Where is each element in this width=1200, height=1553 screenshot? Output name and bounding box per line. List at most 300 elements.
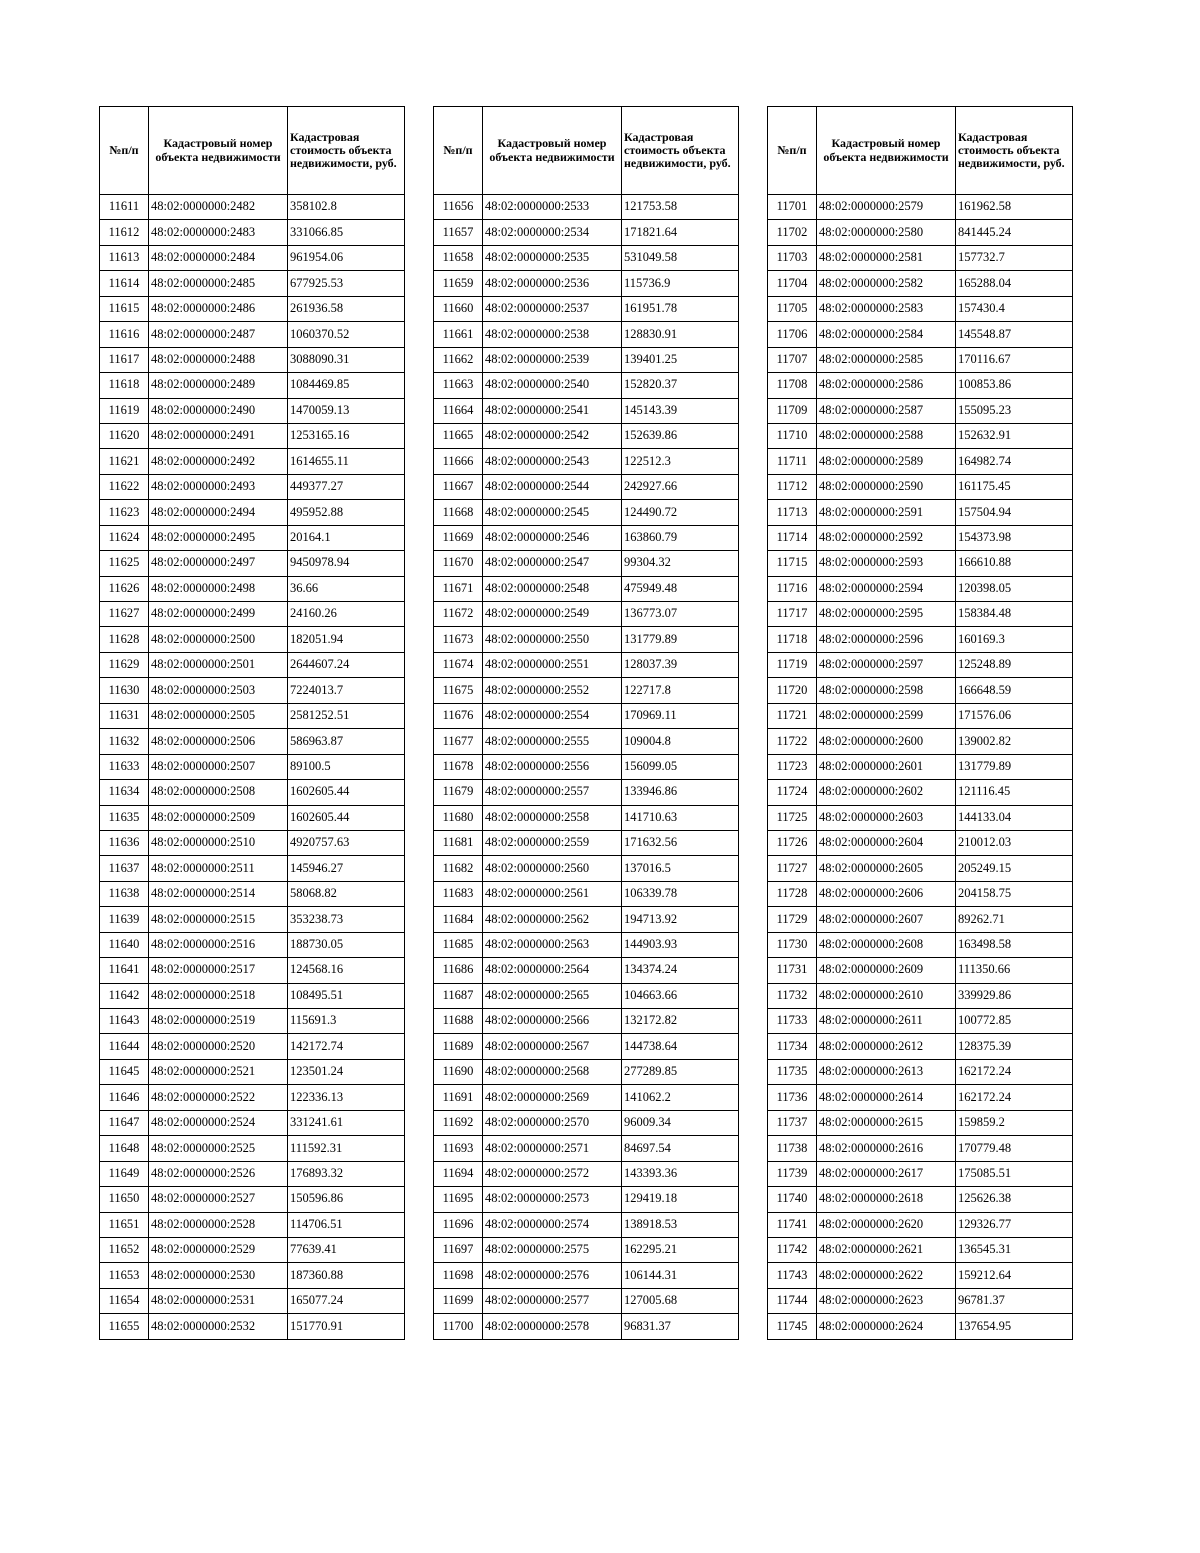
table-row (434, 602, 739, 627)
cadastral-value: 1602605.44 (288, 780, 405, 805)
row-number: 11650 (100, 1187, 149, 1212)
cadastral-number: 48:02:0000000:2484 (149, 245, 288, 270)
cadastral-value: 159859.2 (956, 1110, 1073, 1135)
row-number: 11739 (768, 1161, 817, 1186)
row-number: 11670 (434, 551, 483, 576)
table-row (100, 1288, 405, 1313)
table-row (100, 881, 405, 906)
table-row (434, 449, 739, 474)
cadastral-number: 48:02:0000000:2536 (483, 271, 622, 296)
cadastral-number: 48:02:0000000:2587 (817, 398, 956, 423)
table-row (434, 1237, 739, 1262)
row-number: 11699 (434, 1288, 483, 1313)
cadastral-value: 84697.54 (622, 1136, 739, 1161)
cadastral-number: 48:02:0000000:2611 (817, 1009, 956, 1034)
table-row (768, 678, 1073, 703)
table-row (434, 296, 739, 321)
row-number: 11617 (100, 347, 149, 372)
cadastral-number: 48:02:0000000:2530 (149, 1263, 288, 1288)
row-number: 11677 (434, 729, 483, 754)
cadastral-value: 187360.88 (288, 1263, 405, 1288)
table-row (434, 1110, 739, 1135)
row-number: 11676 (434, 703, 483, 728)
row-number: 11624 (100, 525, 149, 550)
row-number: 11730 (768, 932, 817, 957)
cadastral-value: 161175.45 (956, 474, 1073, 499)
table-row (434, 856, 739, 881)
cadastral-number: 48:02:0000000:2492 (149, 449, 288, 474)
row-number: 11621 (100, 449, 149, 474)
cadastral-value: 841445.24 (956, 220, 1073, 245)
cadastral-number: 48:02:0000000:2565 (483, 983, 622, 1008)
table-row (768, 1059, 1073, 1084)
cadastral-value: 145946.27 (288, 856, 405, 881)
cadastral-value: 124490.72 (622, 500, 739, 525)
cadastral-value: 152632.91 (956, 423, 1073, 448)
cadastral-value: 145143.39 (622, 398, 739, 423)
table-row (768, 271, 1073, 296)
cadastral-value: 170779.48 (956, 1136, 1073, 1161)
row-number: 11683 (434, 881, 483, 906)
cadastral-value: 331241.61 (288, 1110, 405, 1135)
table-row (434, 907, 739, 932)
cadastral-value: 165288.04 (956, 271, 1073, 296)
cadastral-value: 58068.82 (288, 881, 405, 906)
cadastral-value: 160169.3 (956, 627, 1073, 652)
cadastral-number: 48:02:0000000:2590 (817, 474, 956, 499)
table-row (434, 373, 739, 398)
cadastral-number: 48:02:0000000:2595 (817, 602, 956, 627)
table-row (434, 1059, 739, 1084)
row-number: 11729 (768, 907, 817, 932)
row-number: 11674 (434, 652, 483, 677)
row-number: 11725 (768, 805, 817, 830)
table-row (100, 780, 405, 805)
table-row (100, 220, 405, 245)
row-number: 11736 (768, 1085, 817, 1110)
row-number: 11660 (434, 296, 483, 321)
table-row (768, 373, 1073, 398)
cadastral-number: 48:02:0000000:2586 (817, 373, 956, 398)
row-number: 11664 (434, 398, 483, 423)
cadastral-value: 36.66 (288, 576, 405, 601)
cadastral-number: 48:02:0000000:2594 (817, 576, 956, 601)
row-number: 11713 (768, 500, 817, 525)
table-row (768, 474, 1073, 499)
table-row (100, 245, 405, 270)
header-cadastral-value: Кадастровая стоимость объекта недвижимости, руб. (956, 107, 1073, 195)
cadastral-value: 137654.95 (956, 1314, 1073, 1339)
row-number: 11656 (434, 195, 483, 220)
cadastral-value: 151770.91 (288, 1314, 405, 1339)
cadastral-value: 154373.98 (956, 525, 1073, 550)
cadastral-value: 176893.32 (288, 1161, 405, 1186)
cadastral-value: 358102.8 (288, 195, 405, 220)
table-row (100, 1263, 405, 1288)
row-number: 11626 (100, 576, 149, 601)
cadastral-number: 48:02:0000000:2577 (483, 1288, 622, 1313)
cadastral-value: 125626.38 (956, 1187, 1073, 1212)
table-row (768, 449, 1073, 474)
cadastral-number: 48:02:0000000:2573 (483, 1187, 622, 1212)
cadastral-number: 48:02:0000000:2535 (483, 245, 622, 270)
cadastral-table-2 (433, 106, 739, 1340)
cadastral-number: 48:02:0000000:2591 (817, 500, 956, 525)
cadastral-value: 24160.26 (288, 602, 405, 627)
row-number: 11652 (100, 1237, 149, 1262)
table-row (434, 576, 739, 601)
cadastral-value: 171576.06 (956, 703, 1073, 728)
row-number: 11688 (434, 1009, 483, 1034)
cadastral-number: 48:02:0000000:2533 (483, 195, 622, 220)
row-number: 11611 (100, 195, 149, 220)
row-number: 11696 (434, 1212, 483, 1237)
table-row (434, 729, 739, 754)
table-row (768, 907, 1073, 932)
cadastral-number: 48:02:0000000:2583 (817, 296, 956, 321)
row-number: 11654 (100, 1288, 149, 1313)
cadastral-number: 48:02:0000000:2549 (483, 602, 622, 627)
cadastral-value: 1084469.85 (288, 373, 405, 398)
cadastral-number: 48:02:0000000:2606 (817, 881, 956, 906)
cadastral-number: 48:02:0000000:2559 (483, 830, 622, 855)
row-number: 11667 (434, 474, 483, 499)
table-row (100, 830, 405, 855)
cadastral-value: 3088090.31 (288, 347, 405, 372)
row-number: 11711 (768, 449, 817, 474)
row-number: 11633 (100, 754, 149, 779)
row-number: 11655 (100, 1314, 149, 1339)
table-row (768, 1009, 1073, 1034)
table-row (434, 474, 739, 499)
cadastral-value: 129326.77 (956, 1212, 1073, 1237)
table-row (768, 1136, 1073, 1161)
cadastral-number: 48:02:0000000:2531 (149, 1288, 288, 1313)
cadastral-number: 48:02:0000000:2541 (483, 398, 622, 423)
cadastral-value: 163498.58 (956, 932, 1073, 957)
table-row (768, 245, 1073, 270)
table-row (434, 983, 739, 1008)
row-number: 11743 (768, 1263, 817, 1288)
row-number: 11673 (434, 627, 483, 652)
cadastral-number: 48:02:0000000:2620 (817, 1212, 956, 1237)
row-number: 11614 (100, 271, 149, 296)
row-number: 11662 (434, 347, 483, 372)
row-number: 11733 (768, 1009, 817, 1034)
row-number: 11704 (768, 271, 817, 296)
table-row (100, 907, 405, 932)
row-number: 11731 (768, 958, 817, 983)
cadastral-value: 205249.15 (956, 856, 1073, 881)
cadastral-number: 48:02:0000000:2599 (817, 703, 956, 728)
cadastral-value: 242927.66 (622, 474, 739, 499)
cadastral-number: 48:02:0000000:2623 (817, 1288, 956, 1313)
table-row (100, 373, 405, 398)
cadastral-value: 77639.41 (288, 1237, 405, 1262)
row-number: 11700 (434, 1314, 483, 1339)
cadastral-value: 166648.59 (956, 678, 1073, 703)
row-number: 11630 (100, 678, 149, 703)
cadastral-value: 157430.4 (956, 296, 1073, 321)
cadastral-value: 121753.58 (622, 195, 739, 220)
row-number: 11625 (100, 551, 149, 576)
table-row (434, 1009, 739, 1034)
cadastral-number: 48:02:0000000:2608 (817, 932, 956, 957)
cadastral-number: 48:02:0000000:2584 (817, 322, 956, 347)
cadastral-number: 48:02:0000000:2604 (817, 830, 956, 855)
header-number: №п/п (434, 107, 483, 195)
cadastral-number: 48:02:0000000:2543 (483, 449, 622, 474)
cadastral-number: 48:02:0000000:2602 (817, 780, 956, 805)
cadastral-number: 48:02:0000000:2564 (483, 958, 622, 983)
cadastral-number: 48:02:0000000:2532 (149, 1314, 288, 1339)
cadastral-table-3 (767, 106, 1073, 1340)
table-row (100, 754, 405, 779)
table-row (100, 1110, 405, 1135)
row-number: 11718 (768, 627, 817, 652)
row-number: 11741 (768, 1212, 817, 1237)
table-row (768, 1085, 1073, 1110)
cadastral-number: 48:02:0000000:2487 (149, 322, 288, 347)
cadastral-value: 204158.75 (956, 881, 1073, 906)
table-row (768, 322, 1073, 347)
cadastral-value: 128375.39 (956, 1034, 1073, 1059)
cadastral-number: 48:02:0000000:2571 (483, 1136, 622, 1161)
cadastral-value: 96781.37 (956, 1288, 1073, 1313)
cadastral-value: 161951.78 (622, 296, 739, 321)
cadastral-number: 48:02:0000000:2495 (149, 525, 288, 550)
row-number: 11616 (100, 322, 149, 347)
table-row (434, 881, 739, 906)
row-number: 11716 (768, 576, 817, 601)
row-number: 11628 (100, 627, 149, 652)
cadastral-value: 155095.23 (956, 398, 1073, 423)
table-row (768, 1187, 1073, 1212)
row-number: 11634 (100, 780, 149, 805)
cadastral-number: 48:02:0000000:2563 (483, 932, 622, 957)
cadastral-number: 48:02:0000000:2570 (483, 1110, 622, 1135)
cadastral-number: 48:02:0000000:2482 (149, 195, 288, 220)
row-number: 11719 (768, 652, 817, 677)
row-number: 11708 (768, 373, 817, 398)
header-row (434, 107, 739, 195)
cadastral-value: 96831.37 (622, 1314, 739, 1339)
cadastral-value: 114706.51 (288, 1212, 405, 1237)
cadastral-value: 124568.16 (288, 958, 405, 983)
row-number: 11687 (434, 983, 483, 1008)
cadastral-number: 48:02:0000000:2582 (817, 271, 956, 296)
table-row (768, 602, 1073, 627)
cadastral-value: 1253165.16 (288, 423, 405, 448)
row-number: 11707 (768, 347, 817, 372)
cadastral-number: 48:02:0000000:2548 (483, 576, 622, 601)
cadastral-number: 48:02:0000000:2485 (149, 271, 288, 296)
table-row (768, 423, 1073, 448)
row-number: 11695 (434, 1187, 483, 1212)
table-row (434, 322, 739, 347)
cadastral-number: 48:02:0000000:2588 (817, 423, 956, 448)
table-row (434, 1263, 739, 1288)
table-row (768, 932, 1073, 957)
header-row (768, 107, 1073, 195)
cadastral-value: 136545.31 (956, 1237, 1073, 1262)
cadastral-value: 188730.05 (288, 932, 405, 957)
row-number: 11692 (434, 1110, 483, 1135)
table-row (100, 296, 405, 321)
table-row (768, 856, 1073, 881)
cadastral-number: 48:02:0000000:2546 (483, 525, 622, 550)
row-number: 11701 (768, 195, 817, 220)
cadastral-number: 48:02:0000000:2511 (149, 856, 288, 881)
cadastral-value: 115736.9 (622, 271, 739, 296)
cadastral-number: 48:02:0000000:2566 (483, 1009, 622, 1034)
cadastral-value: 143393.36 (622, 1161, 739, 1186)
cadastral-number: 48:02:0000000:2569 (483, 1085, 622, 1110)
row-number: 11651 (100, 1212, 149, 1237)
cadastral-value: 122336.13 (288, 1085, 405, 1110)
row-number: 11647 (100, 1110, 149, 1135)
row-number: 11706 (768, 322, 817, 347)
table-row (768, 805, 1073, 830)
row-number: 11742 (768, 1237, 817, 1262)
cadastral-number: 48:02:0000000:2578 (483, 1314, 622, 1339)
cadastral-number: 48:02:0000000:2528 (149, 1212, 288, 1237)
cadastral-number: 48:02:0000000:2615 (817, 1110, 956, 1135)
table-row (100, 602, 405, 627)
row-number: 11657 (434, 220, 483, 245)
row-number: 11665 (434, 423, 483, 448)
table-row (768, 1110, 1073, 1135)
header-cadastral-number: Кадастровый номер объекта недвижимости (149, 107, 288, 195)
table-row (434, 1161, 739, 1186)
cadastral-number: 48:02:0000000:2616 (817, 1136, 956, 1161)
cadastral-number: 48:02:0000000:2499 (149, 602, 288, 627)
table-row (434, 1136, 739, 1161)
cadastral-number: 48:02:0000000:2517 (149, 958, 288, 983)
table-row (434, 932, 739, 957)
table-row (768, 1034, 1073, 1059)
cadastral-value: 162295.21 (622, 1237, 739, 1262)
row-number: 11714 (768, 525, 817, 550)
cadastral-number: 48:02:0000000:2614 (817, 1085, 956, 1110)
cadastral-number: 48:02:0000000:2522 (149, 1085, 288, 1110)
cadastral-value: 152820.37 (622, 373, 739, 398)
cadastral-number: 48:02:0000000:2621 (817, 1237, 956, 1262)
cadastral-number: 48:02:0000000:2585 (817, 347, 956, 372)
cadastral-number: 48:02:0000000:2598 (817, 678, 956, 703)
row-number: 11724 (768, 780, 817, 805)
row-number: 11659 (434, 271, 483, 296)
row-number: 11732 (768, 983, 817, 1008)
table-row (100, 805, 405, 830)
cadastral-number: 48:02:0000000:2603 (817, 805, 956, 830)
table-row (100, 652, 405, 677)
cadastral-number: 48:02:0000000:2593 (817, 551, 956, 576)
table-row (100, 1161, 405, 1186)
table-row (768, 958, 1073, 983)
cadastral-number: 48:02:0000000:2575 (483, 1237, 622, 1262)
cadastral-value: 4920757.63 (288, 830, 405, 855)
cadastral-value: 2644607.24 (288, 652, 405, 677)
cadastral-value: 156099.05 (622, 754, 739, 779)
cadastral-number: 48:02:0000000:2581 (817, 245, 956, 270)
row-number: 11680 (434, 805, 483, 830)
cadastral-number: 48:02:0000000:2557 (483, 780, 622, 805)
cadastral-number: 48:02:0000000:2554 (483, 703, 622, 728)
table-row (768, 729, 1073, 754)
row-number: 11623 (100, 500, 149, 525)
cadastral-value: 123501.24 (288, 1059, 405, 1084)
table-row (434, 1212, 739, 1237)
table-row (434, 525, 739, 550)
table-row (768, 780, 1073, 805)
row-number: 11686 (434, 958, 483, 983)
table-row (100, 1085, 405, 1110)
row-number: 11622 (100, 474, 149, 499)
table-row (100, 195, 405, 220)
table-row (100, 1314, 405, 1339)
cadastral-number: 48:02:0000000:2552 (483, 678, 622, 703)
cadastral-number: 48:02:0000000:2612 (817, 1034, 956, 1059)
table-row (768, 703, 1073, 728)
cadastral-value: 100772.85 (956, 1009, 1073, 1034)
row-number: 11689 (434, 1034, 483, 1059)
document-tables (99, 106, 1073, 1340)
table-row (768, 525, 1073, 550)
row-number: 11644 (100, 1034, 149, 1059)
cadastral-value: 182051.94 (288, 627, 405, 652)
cadastral-number: 48:02:0000000:2542 (483, 423, 622, 448)
cadastral-value: 136773.07 (622, 602, 739, 627)
cadastral-value: 161962.58 (956, 195, 1073, 220)
table-row (100, 1009, 405, 1034)
table-row (768, 551, 1073, 576)
cadastral-number: 48:02:0000000:2605 (817, 856, 956, 881)
table-row (434, 1034, 739, 1059)
table-row (100, 1237, 405, 1262)
cadastral-number: 48:02:0000000:2592 (817, 525, 956, 550)
cadastral-value: 128830.91 (622, 322, 739, 347)
cadastral-value: 134374.24 (622, 958, 739, 983)
cadastral-number: 48:02:0000000:2529 (149, 1237, 288, 1262)
row-number: 11698 (434, 1263, 483, 1288)
table-row (434, 1288, 739, 1313)
cadastral-value: 1602605.44 (288, 805, 405, 830)
cadastral-number: 48:02:0000000:2508 (149, 780, 288, 805)
header-cadastral-number: Кадастровый номер объекта недвижимости (817, 107, 956, 195)
cadastral-value: 144903.93 (622, 932, 739, 957)
cadastral-number: 48:02:0000000:2494 (149, 500, 288, 525)
cadastral-value: 166610.88 (956, 551, 1073, 576)
row-number: 11612 (100, 220, 149, 245)
cadastral-number: 48:02:0000000:2500 (149, 627, 288, 652)
table-row (100, 1187, 405, 1212)
table-row (768, 576, 1073, 601)
cadastral-value: 1060370.52 (288, 322, 405, 347)
cadastral-number: 48:02:0000000:2617 (817, 1161, 956, 1186)
row-number: 11672 (434, 602, 483, 627)
cadastral-number: 48:02:0000000:2526 (149, 1161, 288, 1186)
cadastral-value: 138918.53 (622, 1212, 739, 1237)
cadastral-number: 48:02:0000000:2510 (149, 830, 288, 855)
row-number: 11715 (768, 551, 817, 576)
cadastral-value: 106339.78 (622, 881, 739, 906)
cadastral-value: 141710.63 (622, 805, 739, 830)
row-number: 11637 (100, 856, 149, 881)
cadastral-number: 48:02:0000000:2534 (483, 220, 622, 245)
table-row (768, 1212, 1073, 1237)
cadastral-value: 100853.86 (956, 373, 1073, 398)
